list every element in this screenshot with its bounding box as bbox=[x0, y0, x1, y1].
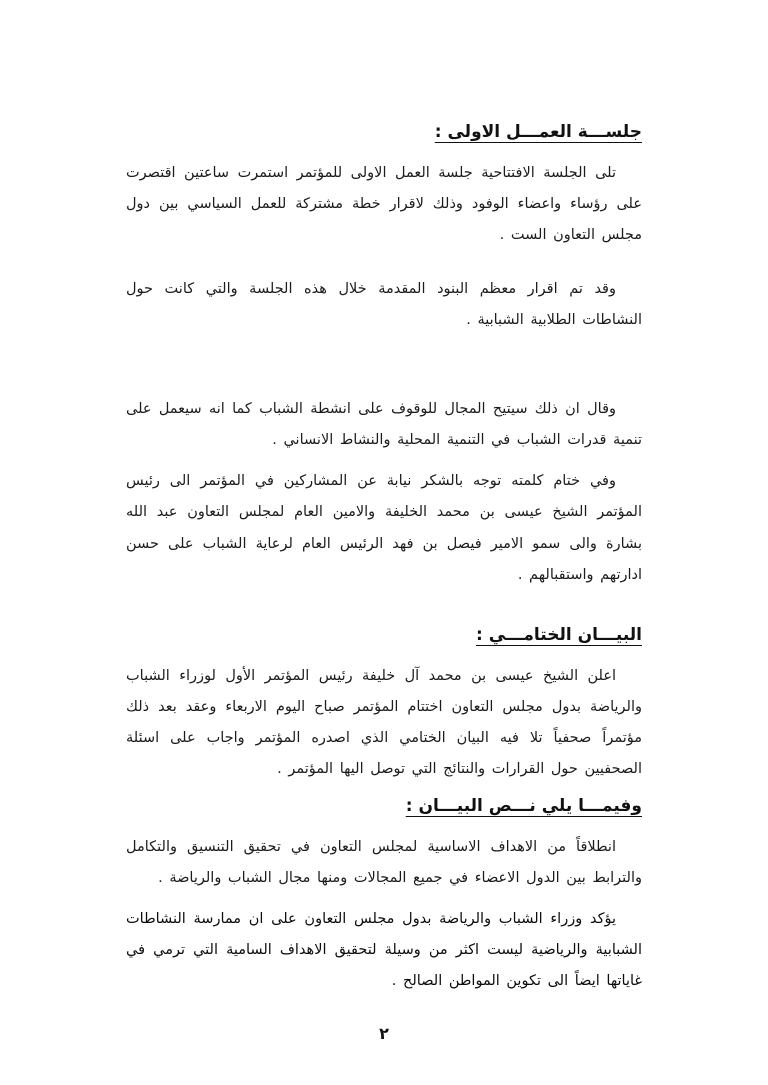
paragraph: وقال ان ذلك سيتيح المجال للوقوف على انشطة الشباب كما انه سيعمل على تنمية قدرات الشباب في التنمية المحلية والنشاط الانساني . bbox=[126, 400, 642, 449]
paragraph: اعلن الشيخ عيسى بن محمد آل خليفة رئيس المؤتمر الأول لوزراء الشباب والرياضة بدول مجلس التعاون اختتام المؤتمر صباح اليوم الاربعاء وعقد بعد ذلك مؤتمراً صحفياً تلا فيه البيان الختامي الذي اصدره المؤتمر واجاب على اسئلة الصحفيين حول القرارات والنتائج التي توصل اليها المؤتمر . bbox=[126, 667, 642, 778]
document-content bbox=[126, 122, 642, 1007]
section-heading-text: جلســـة العمـــل الاولى : bbox=[434, 122, 642, 142]
paragraph: انطلاقاً من الاهداف الاساسية لمجلس التعاون في تحقيق التنسيق والتكامل والترابط بين الدول الاعضاء في جميع المجالات ومنها مجال الشباب والرياضة . bbox=[126, 838, 642, 886]
paragraph: تلى الجلسة الافتتاحية جلسة العمل الاولى للمؤتمر استمرت ساعتين اقتصرت على رؤساء واعضاء الوفود وذلك لاقرار خطة مشتركة للعمل السياسي بين دول مجلس التعاون الست . bbox=[126, 165, 642, 244]
section-heading-text: وفيمـــا يلي نـــص البيـــان : bbox=[405, 795, 642, 816]
section-statement-text bbox=[126, 796, 642, 998]
paragraph: وقد تم اقرار معظم البنود المقدمة خلال هذه الجلسة والتي كانت حول النشاطات الطلابية الشبابية . bbox=[126, 280, 642, 328]
section-closing-statement bbox=[126, 625, 642, 786]
section-heading-first-session bbox=[126, 122, 642, 142]
page-number: ٢ bbox=[379, 1024, 389, 1043]
section-heading-statement-text bbox=[126, 796, 642, 816]
section-heading-text: البيـــان الختامـــي : bbox=[476, 624, 642, 645]
paragraph: يؤكد وزراء الشباب والرياضة بدول مجلس التعاون على ان ممارسة النشاطات الشبابية والرياضية ليست اكثر من وسيلة لتحقيق الاهداف السامية التي ترمي في غاياتها ايضاً الى تكوين المواطن الصالح . bbox=[126, 910, 642, 990]
section-first-session bbox=[126, 122, 642, 591]
paragraph: وفي ختام كلمته توجه بالشكر نيابة عن المشاركين في المؤتمر الى رئيس المؤتمر الشيخ عيسى بن محمد الخليفة والامين العام لمجلس التعاون عبد الله بشارة والى سمو الامير فيصل بن فهد الرئيس العام لرعاية الشباب على حسن ادارتهم واستقبالهم . bbox=[126, 473, 642, 583]
section-heading-closing-statement bbox=[126, 625, 642, 645]
